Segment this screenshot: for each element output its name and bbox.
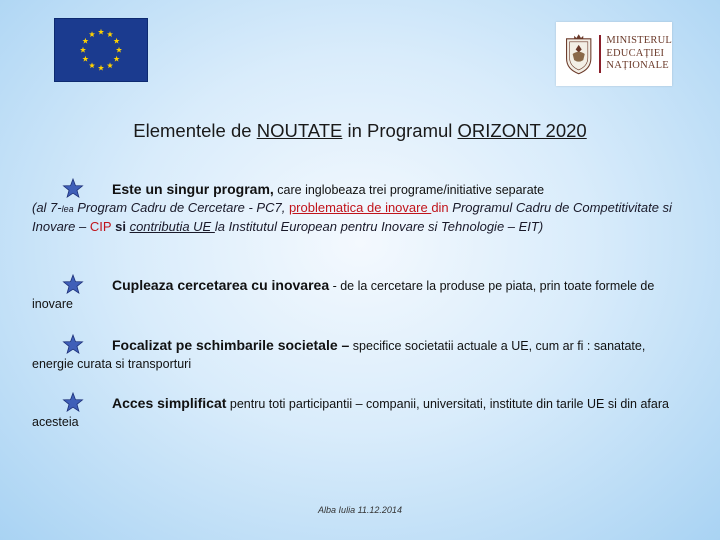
bullet-2-rest: - de la cercetare la produse pe piata, prin toate formele de inovare xyxy=(32,279,655,311)
detail-text: la Institutul European pentru Inovare si Tehnologie – EIT) xyxy=(214,219,544,234)
detail-underlined: contributia UE xyxy=(129,219,215,234)
bullet-4-rest: pentru toti participantii – companii, universitati, institute din tarile UE si din afara acesteia xyxy=(32,397,669,429)
eu-star xyxy=(107,31,113,37)
detail-text: Programul Cadru de Competitivitate si Inovare – xyxy=(32,200,672,234)
bullet-1-rest: care inglobeaza trei programe/initiative separate xyxy=(273,183,545,197)
ministry-line-3: NAȚIONALE xyxy=(606,60,669,72)
eu-star xyxy=(80,47,86,53)
bullet-4 xyxy=(32,392,687,431)
eu-star xyxy=(98,65,104,71)
star-icon xyxy=(62,178,84,198)
ministry-name xyxy=(599,35,672,73)
detail-red: din xyxy=(431,200,449,215)
detail-si: si xyxy=(111,219,130,234)
star-icon xyxy=(62,274,84,294)
star-icon xyxy=(62,392,84,412)
bullet-1-detail xyxy=(32,199,687,236)
ministry-line-1: MINISTERUL xyxy=(606,35,672,47)
bullet-2-strong: Cupleaza cercetarea cu inovarea xyxy=(112,277,330,293)
star-icon xyxy=(62,334,84,354)
title-noutate: NOUTATE xyxy=(256,120,343,141)
bullet-3-strong: Focalizat pe schimbarile societale – xyxy=(112,337,350,353)
bullet-3 xyxy=(32,334,687,373)
footer-date: Alba Iulia 11.12.2014 xyxy=(318,505,402,515)
eu-star xyxy=(89,31,95,37)
eu-star xyxy=(107,62,113,68)
eu-star xyxy=(116,47,122,53)
bullet-4-strong: Acces simplificat xyxy=(112,395,227,411)
eu-star xyxy=(89,62,95,68)
bullet-3-rest: specifice societatii actuale a UE, cum ar fi : sanatate, energie curata si transporturi xyxy=(32,339,646,371)
detail-red-cip: CIP xyxy=(89,219,112,234)
detail-text: (al 7- xyxy=(32,200,62,215)
ministry-logo xyxy=(556,22,672,86)
title-part-3: in Programul xyxy=(342,120,458,141)
bullet-1 xyxy=(32,178,687,236)
page-title xyxy=(0,120,720,142)
ministry-line-2: EDUCAȚIEI xyxy=(606,47,665,59)
eu-star xyxy=(82,56,88,62)
detail-text: Program Cadru de Cercetare - PC7, xyxy=(73,200,289,215)
eu-star xyxy=(114,56,120,62)
detail-red-underlined: problematica de inovare xyxy=(288,200,432,215)
eu-star xyxy=(82,38,88,44)
title-orizont: ORIZONT 2020 xyxy=(457,120,587,141)
eu-star xyxy=(114,38,120,44)
eu-star xyxy=(98,29,104,35)
bullet-1-strong: Este un singur program, xyxy=(112,181,274,197)
crest-icon xyxy=(562,26,595,82)
bullet-2 xyxy=(32,274,687,313)
detail-superscript: lea xyxy=(61,204,74,214)
title-part-1: Elementele de xyxy=(133,120,257,141)
eu-flag-icon xyxy=(54,18,148,82)
